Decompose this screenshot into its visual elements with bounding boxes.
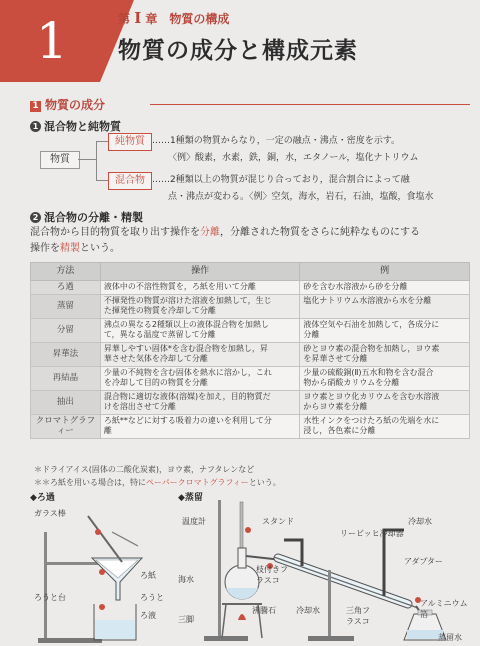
pure-desc: ……1種類の物質からなり，一定の融点・沸点・密度を示す。 — [152, 136, 401, 146]
cell-method: ろ過 — [31, 281, 101, 295]
footnote-2: ＊＊ろ紙を用いる場合は，特にペーパークロマトグラフィーという。 — [34, 478, 281, 487]
label-tripod: 三脚 — [178, 615, 194, 624]
label-distilled-water: 蒸留水 — [438, 633, 462, 642]
label-thermometer: 温度計 — [182, 517, 206, 526]
table-row — [31, 342, 470, 366]
cell-operation: 沸点の異なる2種類以上の液体混合物を加熱し て，異なる温度で蒸留して分離 — [100, 318, 300, 342]
label-liebig-condenser: リービッヒ冷却器 — [340, 529, 404, 538]
label-branched-flask: 枝付きフラスコ — [256, 565, 288, 585]
label-boiling-chips: 沸騰石 — [252, 606, 276, 615]
table-row — [31, 414, 470, 438]
label-filter-paper: ろ紙 — [140, 571, 156, 580]
subsection-heading-separation: 2 混合物の分離・精製 — [30, 209, 143, 225]
box-substance: 物質 — [40, 151, 80, 169]
box-pure-substance: 純物質 — [108, 133, 152, 151]
subsection-heading-mixtures: 1 混合物と純物質 — [30, 118, 121, 134]
footnote-1: ＊ドライアイス(固体の二酸化炭素)，ヨウ素，ナフタレンなど — [34, 465, 255, 474]
section-heading: 1 物質の成分 — [30, 96, 105, 113]
cell-operation: 少量の不純物を含む固体を熱水に溶かし，これ を冷却して目的の物質を分離 — [100, 366, 300, 390]
table-row — [31, 294, 470, 318]
table-row — [31, 390, 470, 414]
cell-operation: ろ紙**などに対する吸着力の違いを利用して分 離 — [100, 414, 300, 438]
section-rule — [150, 104, 470, 105]
cell-method: 分留 — [31, 318, 101, 342]
table-row — [31, 366, 470, 390]
cell-method: 昇華法 — [31, 342, 101, 366]
cell-operation: 不揮発性の物質が溶けた溶液を加熱して，生じ た揮発性の物質を冷却して分離 — [100, 294, 300, 318]
chapter-label: 第 I 章 物質の構成 — [118, 9, 230, 27]
filtration-heading: ◆ろ過 — [30, 493, 55, 503]
table-row — [31, 281, 470, 295]
tree-line — [96, 141, 108, 142]
label-seawater: 海水 — [178, 575, 194, 584]
cell-operation: 昇華しやすい固体*を含む混合物を加熱し，昇 華させた気体を冷却して分離 — [100, 342, 300, 366]
cell-example: 液体空気や石油を加熱して，各成分に 分離 — [300, 318, 470, 342]
label-conical-flask: 三角フラスコ — [346, 606, 370, 626]
table-row — [31, 318, 470, 342]
page-title: 物質の成分と構成元素 — [118, 38, 358, 64]
label-adapter: アダプター — [404, 557, 443, 566]
cell-example: ヨウ素とヨウ化カリウムを含む水溶液 からヨウ素を分離 — [300, 390, 470, 414]
label-funnel: ろうと — [140, 593, 164, 602]
cell-example: 塩化ナトリウム水溶液から水を分離 — [300, 294, 470, 318]
distillation-diagram — [178, 500, 478, 646]
cell-method: クロマトグラフィー — [31, 414, 101, 438]
cell-method: 再結晶 — [31, 366, 101, 390]
cell-method: 蒸留 — [31, 294, 101, 318]
distillation-heading: ◆蒸留 — [178, 493, 203, 503]
cell-example: 水性インクをつけたろ紙の先端を水に 浸し，各色素に分離 — [300, 414, 470, 438]
label-cooling-water-in: 冷却水 — [296, 606, 320, 615]
col-header-method: 方法 — [31, 263, 101, 281]
label-glass-rod: ガラス棒 — [34, 509, 66, 518]
chapter-number-block — [0, 0, 100, 82]
col-header-operation: 操作 — [100, 263, 300, 281]
paragraph: 混合物から目的物質を取り出す操作を分離，分離された物質をさらに純粋なものにする 操作を精製という。 — [30, 227, 420, 254]
box-mixture: 混合物 — [108, 172, 152, 190]
mixture-desc: ……2種類以上の物質が混じり合っており，混合割合によって融 — [152, 175, 410, 185]
label-aluminum-foil: アルミニウム箔 — [420, 599, 468, 619]
tree-line — [96, 141, 97, 180]
cell-operation: 混合物に適切な液体(溶媒)を加え，目的物質だ けを溶出させて分離 — [100, 390, 300, 414]
cell-example: 少量の硫酸銅(Ⅱ)五水和物を含む混合 物から硝酸カリウムを分離 — [300, 366, 470, 390]
tree-line — [96, 180, 108, 181]
cell-example: 砂とヨウ素の混合物を加熱し，ヨウ素 を昇華させて分離 — [300, 342, 470, 366]
mixture-examples: 点・沸点が変わる。〈例〉空気，海水，岩石，石油，塩酸，食塩水 — [168, 192, 434, 202]
chapter-number: 1 — [36, 12, 68, 70]
col-header-example: 例 — [300, 263, 470, 281]
cell-example: 砂を含む水溶液から砂を分離 — [300, 281, 470, 295]
label-filtrate: ろ液 — [140, 611, 156, 620]
label-cooling-water-out: 冷却水 — [408, 517, 432, 526]
pure-examples: 〈例〉酸素，水素，鉄，銅，水，エタノール，塩化ナトリウム — [168, 153, 419, 163]
label-funnel-stand: ろうと台 — [34, 593, 66, 602]
tree-line — [78, 159, 96, 160]
cell-operation: 液体中の不溶性物質を，ろ紙を用いて分離 — [100, 281, 300, 295]
separation-methods-table — [30, 262, 470, 439]
label-stand: スタンド — [262, 517, 294, 526]
cell-method: 抽出 — [31, 390, 101, 414]
